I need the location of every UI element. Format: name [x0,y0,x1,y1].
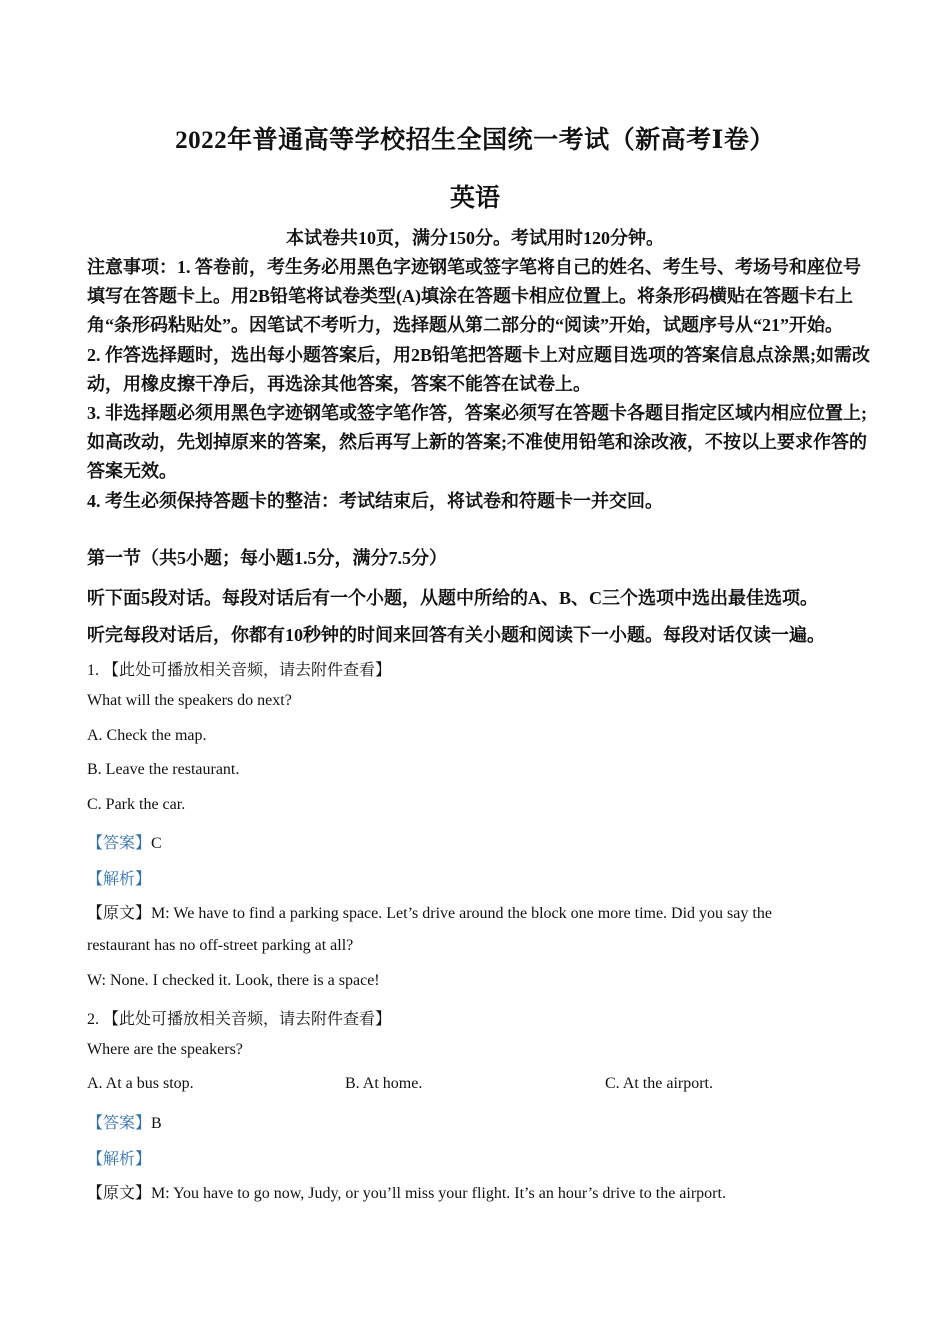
subject-heading: 英语 [449,185,500,212]
question-1-option-a: A. Check the map. [87,727,207,744]
answer-value: B [151,1115,162,1132]
source-text: M: We have to find a parking space. Let’s drive around the block one more time. Did you say the [151,905,772,922]
question-1-option-c: C. Park the car. [87,796,186,813]
question-2-stem: Where are the speakers? [87,1041,243,1058]
question-1-transcript-line: W: None. I checked it. Look, there is a space! [87,972,380,989]
question-2-answer [87,1110,162,1133]
section-directions [87,580,887,654]
question-1-stem: What will the speakers do next? [87,692,292,709]
question-1-analysis-label: 【解析】 [87,871,152,888]
answer-label: 【答案】 [87,835,152,852]
question-1-answer [87,830,162,853]
question-2-option-c: C. At the airport. [605,1075,713,1092]
instruction-item: 4. 考生必须保持答题卡的整洁：考试结束后，将试卷和符题卡一并交回。 [87,490,663,511]
exam-info: 本试卷共10页，满分150分。考试用时120分钟。 [286,228,664,248]
question-2-transcript-line [87,1180,726,1203]
directions-line: 听下面5段对话。每段对话后有一个小题，从题中所给的A、B、C三个选项中选出最佳选项。 [87,588,818,608]
question-1-transcript-line: restaurant has no off-street parking at all? [87,937,354,954]
question-1-transcript-line [87,900,772,923]
answer-value: C [151,835,162,852]
answer-label: 【答案】 [87,1115,152,1132]
question-2-options [87,1075,867,1093]
instructions [87,253,877,516]
section-title: 第一节（共5小题；每小题1.5分，满分7.5分） [87,548,447,568]
question-2-option-b: B. At home. [345,1075,423,1092]
question-2-analysis-label: 【解析】 [87,1151,152,1168]
instruction-item: 3. 非选择题必须用黑色字迹钢笔或签字笔作答，答案必须写在答题卡各题目指定区域内相应位置上;如高改动，先划掉原来的答案，然后再写上新的答案;不准使用铅笔和涂改液，不按以上要求作答的答案无效。 [87,403,867,482]
question-1-option-b: B. Leave the restaurant. [87,761,240,778]
instruction-item: 注意事项：1. 答卷前，考生务必用黑色字迹钢笔或签字笔将自己的姓名、考生号、考场号和座位号填写在答题卡上。用2B铅笔将试卷类型(A)填涂在答题卡相应位置上。将条形码横贴在答题卡右上角“条形码粘贴处”。因笔试不考听力，选择题从第二部分的“阅读”开始，试题序号从“21”开始。 [87,257,861,336]
instruction-item: 2. 作答选择题时，选出每小题答案后，用2B铅笔把答题卡上对应题目选项的答案信息点涂黑;如需改动，用橡皮擦干净后，再选涂其他答案，答案不能答在试卷上。 [87,344,870,394]
directions-line: 听完每段对话后，你都有10秒钟的时间来回答有关小题和阅读下一小题。每段对话仅读一遍。 [87,625,825,645]
question-2-option-a: A. At a bus stop. [87,1075,194,1092]
source-label: 【原文】 [87,905,152,922]
source-text: M: You have to go now, Judy, or you’ll miss your flight. It’s an hour’s drive to the airport. [151,1185,726,1202]
source-label: 【原文】 [87,1185,152,1202]
question-1-audio[interactable]: 1. 【此处可播放相关音频，请去附件查看】 [87,662,392,679]
question-2-audio[interactable]: 2. 【此处可播放相关音频，请去附件查看】 [87,1011,392,1028]
exam-title: 2022年普通高等学校招生全国统一考试（新高考Ⅰ卷） [175,127,775,154]
